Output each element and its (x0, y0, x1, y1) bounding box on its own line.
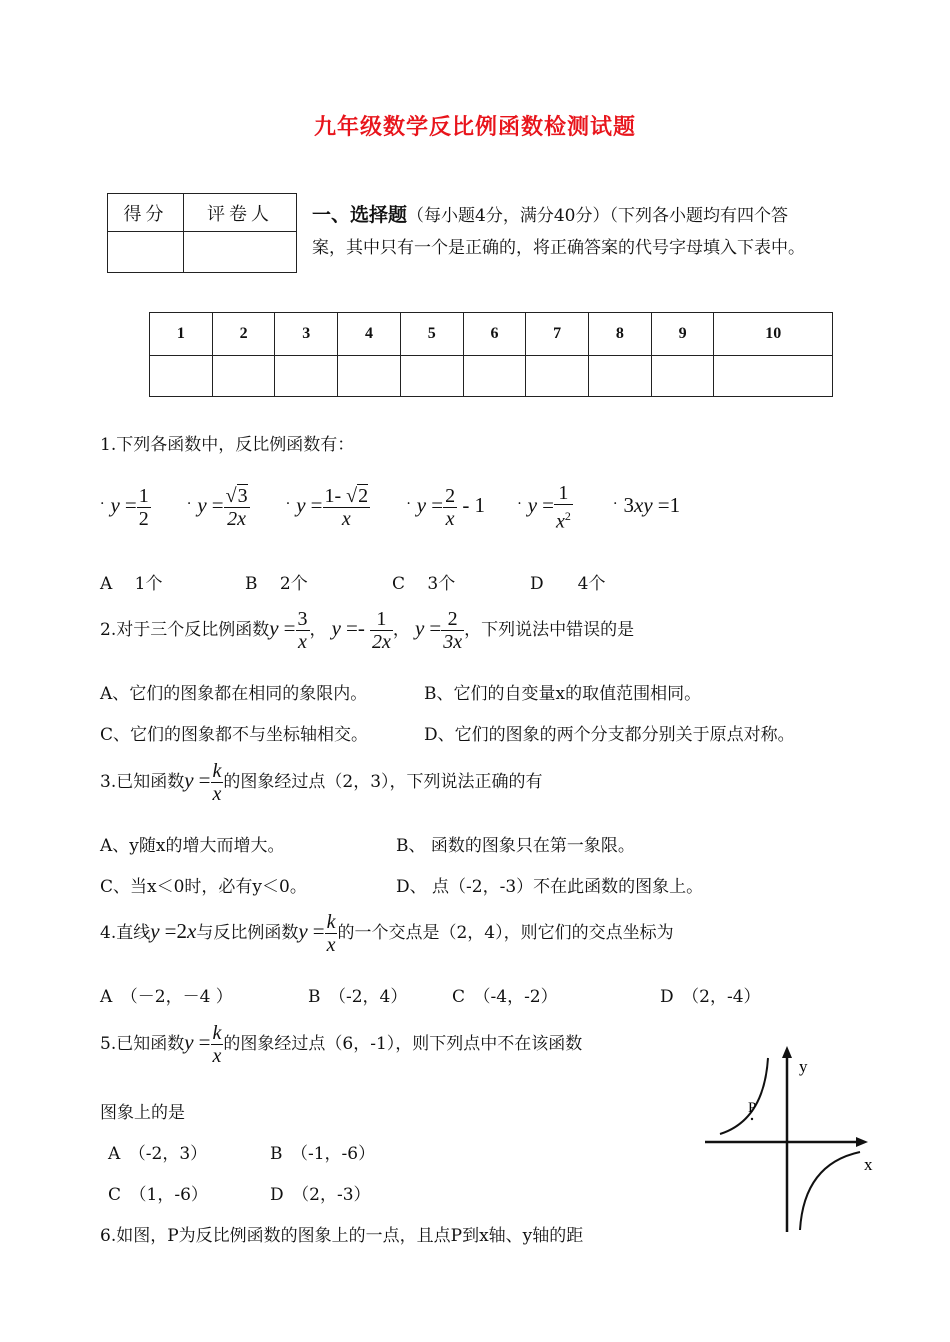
q2-stem: 2.对于三个反比例函数y = $\frac{3}{x}$ ， y =- $\frac{1}{2x}$ ， y = $\frac{2}{3x}$ ，下列说法中错误的是 (100, 608, 635, 653)
q1-functions: . y = $\frac{1}{2}$ . y = $\frac{√3}{2x}$ . y = $\frac{1- √2}{x}$ . y = $\frac{2}{x}$ - 1 . y = $\frac{1}{x^2}$ . 3xy =1 (100, 482, 681, 533)
q5-option-b: B （-1，-6） (270, 1144, 376, 1164)
q2-option-a: A、它们的图象都在相同的象限内。 (100, 684, 368, 704)
q5-option-c: C （1，-6） (108, 1185, 208, 1205)
x-label: x (864, 1155, 873, 1174)
y-label: y (799, 1057, 808, 1076)
q1-option-d: D 4个 (530, 574, 606, 594)
score-box (107, 193, 297, 273)
point-label: P (748, 1100, 757, 1116)
answer-cell-4[interactable] (338, 356, 401, 397)
q4-option-b: B （-2，4） (308, 987, 408, 1007)
answer-table (149, 312, 833, 397)
q5-stem-line2: 图象上的是 (100, 1103, 185, 1123)
section-heading: 一、选择题 (312, 204, 408, 226)
q2-option-d: D、它们的图象的两个分支都分别关于原点对称。 (424, 725, 795, 745)
q2-option-c: C、它们的图象都不与坐标轴相交。 (100, 725, 369, 745)
q1-option-c: C 3个 (392, 574, 456, 594)
answer-cell-5[interactable] (400, 356, 463, 397)
answer-header-4: 4 (338, 313, 401, 356)
q3-option-c: C、当x＜0时，必有y＜0。 (100, 877, 307, 897)
answer-cell-6[interactable] (463, 356, 526, 397)
answer-header-2: 2 (212, 313, 275, 356)
q3-option-b: B、 函数的图象只在第一象限。 (396, 836, 635, 856)
q1-option-a: A 1个 (100, 574, 163, 594)
answer-header-1: 1 (150, 313, 213, 356)
hyperbola-graph (700, 1040, 890, 1240)
section-note-line1: （每小题4分，满分40分）（下列各小题均有四个答 (407, 206, 788, 226)
point-p (751, 1118, 753, 1120)
q4-option-a: A （－2，－4 ） (100, 987, 233, 1007)
q3-option-a: A、y随x的增大而增大。 (100, 836, 285, 856)
page-title: 九年级数学反比例函数检测试题 (313, 114, 636, 140)
answer-header-10: 10 (714, 313, 833, 356)
answer-cell-10[interactable] (714, 356, 833, 397)
answer-header-7: 7 (526, 313, 589, 356)
score-header: 得分 (108, 194, 184, 232)
answer-header-3: 3 (275, 313, 338, 356)
grader-cell[interactable] (184, 232, 297, 273)
answer-cell-1[interactable] (150, 356, 213, 397)
q5-stem: 5.已知函数y = $\frac{k}{x}$ 的图象经过点（6，-1），则下列点中不在该函数 (100, 1022, 583, 1067)
answer-header-6: 6 (463, 313, 526, 356)
y-axis-arrow (782, 1046, 792, 1058)
q3-stem: 3.已知函数y = $\frac{k}{x}$ 的图象经过点（2，3），下列说法正确的有 (100, 760, 543, 805)
hyperbola-branch-lower-right (800, 1152, 860, 1230)
answer-cell-2[interactable] (212, 356, 275, 397)
answer-cell-3[interactable] (275, 356, 338, 397)
section-heading-line1 (312, 200, 788, 227)
q2-option-b: B、它们的自变量x的取值范围相同。 (424, 684, 702, 704)
q3-option-d: D、 点（-2，-3）不在此函数的图象上。 (396, 877, 704, 897)
score-cell[interactable] (108, 232, 184, 273)
q4-option-c: C （-4，-2） (452, 987, 558, 1007)
answer-cell-8[interactable] (589, 356, 652, 397)
q5-option-a: A （-2，3） (108, 1144, 208, 1164)
q5-option-d: D （2，-3） (270, 1185, 371, 1205)
x-axis-arrow (856, 1137, 868, 1147)
q1-stem: 1.下列各函数中，反比例函数有： (100, 435, 355, 455)
answer-header-5: 5 (400, 313, 463, 356)
section-note-line2: 案，其中只有一个是正确的，将正确答案的代号字母填入下表中。 (312, 238, 805, 258)
grader-header: 评卷人 (184, 194, 297, 232)
q6-stem: 6.如图，P为反比例函数的图象上的一点，且点P到x轴、y轴的距 (100, 1226, 584, 1246)
q4-stem: 4.直线y =2x与反比例函数y = $\frac{k}{x}$ 的一个交点是（2，4），则它们的交点坐标为 (100, 911, 674, 956)
hyperbola-branch-upper-left (720, 1058, 768, 1134)
answer-cell-7[interactable] (526, 356, 589, 397)
q1-option-b: B 2个 (245, 574, 308, 594)
answer-header-9: 9 (651, 313, 714, 356)
answer-cell-9[interactable] (651, 356, 714, 397)
q4-option-d: D （2，-4） (660, 987, 761, 1007)
answer-header-8: 8 (589, 313, 652, 356)
